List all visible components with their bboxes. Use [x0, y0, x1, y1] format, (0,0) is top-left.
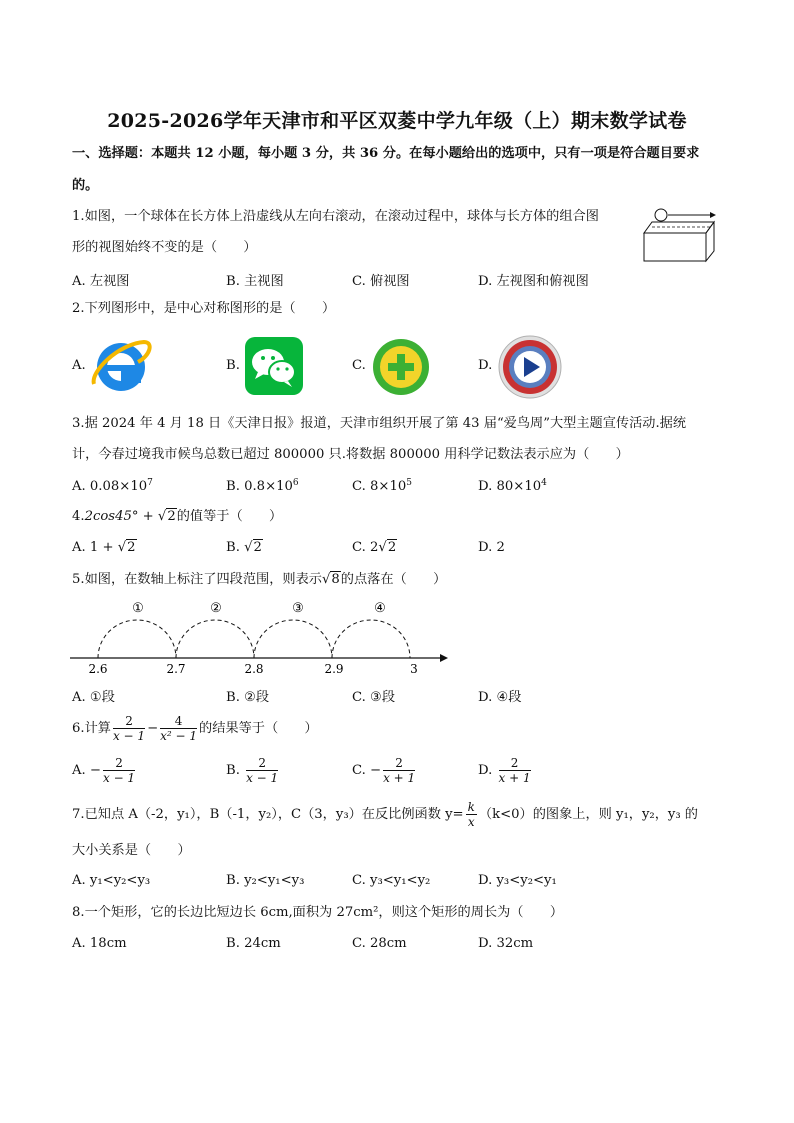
q7-option-a[interactable]: A. y₁<y₂<y₃	[72, 873, 151, 888]
q3-stem-line2: 计，今春过境我市候鸟总数已超过 800000 只.将数据 800000 用科学记数法表示应为（ ）	[72, 447, 629, 462]
q5-option-a[interactable]: A. ①段	[72, 690, 115, 705]
section-instructions-line2: 的。	[72, 178, 99, 193]
q1-option-a[interactable]: A. 左视图	[72, 274, 130, 289]
q8-option-c[interactable]: C. 28cm	[352, 936, 407, 951]
ie-logo-icon[interactable]	[88, 336, 154, 398]
q4-option-d[interactable]: D. 2	[478, 540, 505, 555]
q1-option-d[interactable]: D. 左视图和俯视图	[478, 274, 589, 289]
page-title: 2025-2026学年天津市和平区双菱中学九年级（上）期末数学试卷	[107, 110, 687, 132]
q5-option-c[interactable]: C. ③段	[352, 690, 396, 705]
q2-option-d-label[interactable]: D.	[478, 358, 493, 373]
q1-option-c[interactable]: C. 俯视图	[352, 274, 410, 289]
q1-figure-box-ball	[640, 203, 720, 265]
tick-label-2-9: 2.9	[324, 662, 344, 676]
q4-option-a[interactable]: A. 1 + √2	[72, 540, 136, 555]
q7-option-b[interactable]: B. y₂<y₁<y₃	[226, 873, 305, 888]
q5-stem: 5.如图，在数轴上标注了四段范围，则表示√8的点落在（ ）	[72, 572, 447, 587]
q7-stem-line1: 7.已知点 A（-2，y₁），B（-1，y₂），C（3，y₃）在反比例函数 y= $\frac{k}{x}$ （k<0）的图象上，则 y₁，y₂，y₃ 的	[72, 800, 698, 829]
q1-stem-line2: 形的视图始终不变的是（ ）	[72, 240, 257, 255]
q8-option-d[interactable]: D. 32cm	[478, 936, 534, 951]
q6-option-a[interactable]: A. − $\frac{2}{x - 1}$	[72, 756, 136, 785]
tick-label-2-8: 2.8	[244, 662, 264, 676]
q8-option-a[interactable]: A. 18cm	[72, 936, 127, 951]
q8-option-b[interactable]: B. 24cm	[226, 936, 281, 951]
q2-option-b-label[interactable]: B.	[226, 358, 240, 373]
media-player-logo-icon[interactable]	[496, 333, 564, 401]
q2-option-c-label[interactable]: C.	[352, 358, 366, 373]
q4-option-b[interactable]: B. √2	[226, 540, 262, 555]
q1-stem-line1: 1.如图，一个球体在长方体上沿虚线从左向右滚动，在滚动过程中，球体与长方体的组合图	[72, 209, 599, 224]
wechat-logo-icon[interactable]	[244, 336, 306, 398]
q3-option-d[interactable]: D. $80\times 10^4$	[478, 478, 547, 494]
q7-option-d[interactable]: D. y₃<y₂<y₁	[478, 873, 557, 888]
q3-option-b[interactable]: B. $0.8\times 10^6$	[226, 478, 299, 494]
q1-option-b[interactable]: B. 主视图	[226, 274, 284, 289]
q8-stem: 8.一个矩形，它的长边比短边长 6cm,面积为 27cm²，则这个矩形的周长为（ ）	[72, 905, 564, 920]
q3-option-a[interactable]: A. $0.08\times 10^7$	[72, 478, 153, 494]
q6-option-b[interactable]: B. $\frac{2}{x - 1}$	[226, 756, 279, 785]
tick-label-2-7: 2.7	[166, 662, 186, 676]
tick-label-3: 3	[410, 662, 418, 676]
q7-stem-line2: 大小关系是（ ）	[72, 843, 191, 858]
q6-option-d[interactable]: D. $\frac{2}{x + 1}$	[478, 756, 531, 785]
q6-option-c[interactable]: C. − $\frac{2}{x + 1}$	[352, 756, 416, 785]
segment-label-2: ②	[210, 601, 222, 616]
q5-number-line	[68, 596, 448, 680]
segment-label-4: ④	[374, 601, 386, 616]
segment-label-3: ③	[292, 601, 304, 616]
tick-label-2-6: 2.6	[88, 662, 108, 676]
q3-stem-line1: 3.据 2024 年 4 月 18 日《天津日报》报道，天津市组织开展了第 43 届“爱鸟周”大型主题宣传活动.据统	[72, 416, 687, 431]
q5-option-b[interactable]: B. ②段	[226, 690, 270, 705]
q2-stem: 2.下列图形中，是中心对称图形的是（ ）	[72, 301, 336, 316]
q4-option-c[interactable]: C. 2√2	[352, 540, 397, 555]
q7-option-c[interactable]: C. y₃<y₁<y₂	[352, 873, 431, 888]
segment-label-1: ①	[132, 601, 144, 616]
q6-stem: 6.计算 $\frac{2}{x - 1}$ − $\frac{4}{\text{x² − 1}}$ 的结果等于（ ）	[72, 714, 318, 743]
q5-option-d[interactable]: D. ④段	[478, 690, 522, 705]
360-logo-icon[interactable]	[370, 336, 432, 398]
q2-option-a-label[interactable]: A.	[72, 358, 86, 373]
q4-stem: 4.2cos45° + √2的值等于（ ）	[72, 509, 283, 524]
section-instructions-line1: 一、选择题：本题共 12 小题，每小题 3 分，共 36 分。在每小题给出的选项中，只有一项是符合题目要求	[72, 146, 700, 161]
q3-option-c[interactable]: C. $8\times 10^5$	[352, 478, 412, 494]
